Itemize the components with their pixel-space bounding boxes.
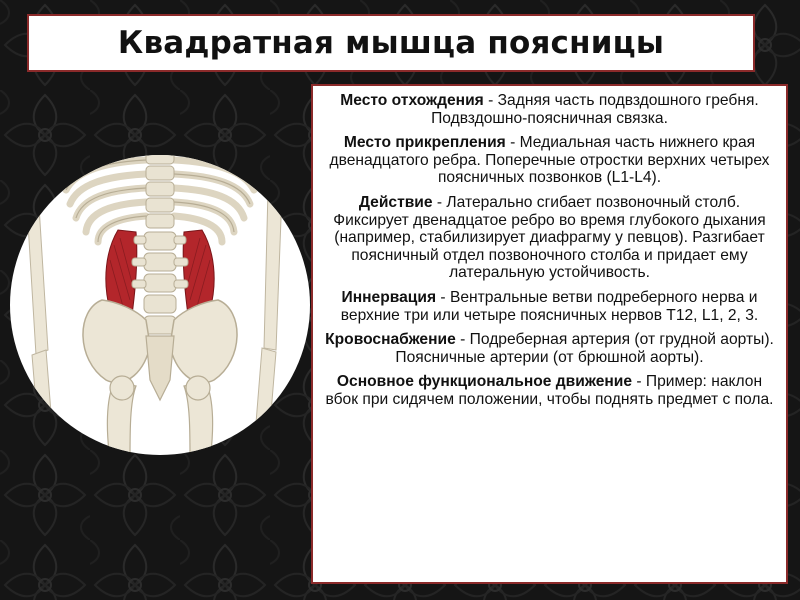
slide-title: Квадратная мышца поясницы xyxy=(117,25,665,61)
description-panel xyxy=(311,84,788,584)
insertion-heading: Место прикрепления xyxy=(343,134,506,152)
action-heading: Действие xyxy=(358,193,433,211)
movement-heading: Основное функциональное движение xyxy=(336,373,633,391)
origin-paragraph xyxy=(321,92,778,127)
blood-supply-paragraph xyxy=(321,331,778,366)
blood-supply-text: - Подреберная артерия (от грудной аорты). Поясничные артерии (от брюшной аорты). xyxy=(395,331,774,366)
movement-paragraph xyxy=(321,373,778,408)
origin-heading: Место отхождения xyxy=(340,92,484,109)
title-banner xyxy=(27,14,755,72)
innervation-heading: Иннервация xyxy=(341,288,437,306)
movement-text: - Пример: наклон вбок при сидячем положении, чтобы поднять предмет с пола. xyxy=(325,373,774,408)
origin-text: - Задняя часть подвздошного гребня. Подвздошно-поясничная связка. xyxy=(431,92,759,127)
action-paragraph xyxy=(321,194,778,282)
lower-back-anatomy-illustration xyxy=(6,150,314,460)
blood-supply-heading: Кровоснабжение xyxy=(325,331,456,349)
action-text: - Латерально сгибает позвоночный столб. Фиксирует двенадцатое ребро во время глубокого дыхания (например, стабилизирует диафрагму у певцов). Разгибает поясничный отдел позвоночного столба и придает ему латеральную устойчивость. xyxy=(333,193,766,282)
insertion-paragraph xyxy=(321,134,778,187)
insertion-text: - Медиальная часть нижнего края двенадцатого ребра. Поперечные отростки верхних четырех поясничных позвонков (L1-L4). xyxy=(329,134,770,187)
innervation-text: - Вентральные ветви подреберного нерва и верхние три или четыре поясничных нервов T12, L1, 2, 3. xyxy=(340,288,759,324)
innervation-paragraph xyxy=(321,289,778,324)
